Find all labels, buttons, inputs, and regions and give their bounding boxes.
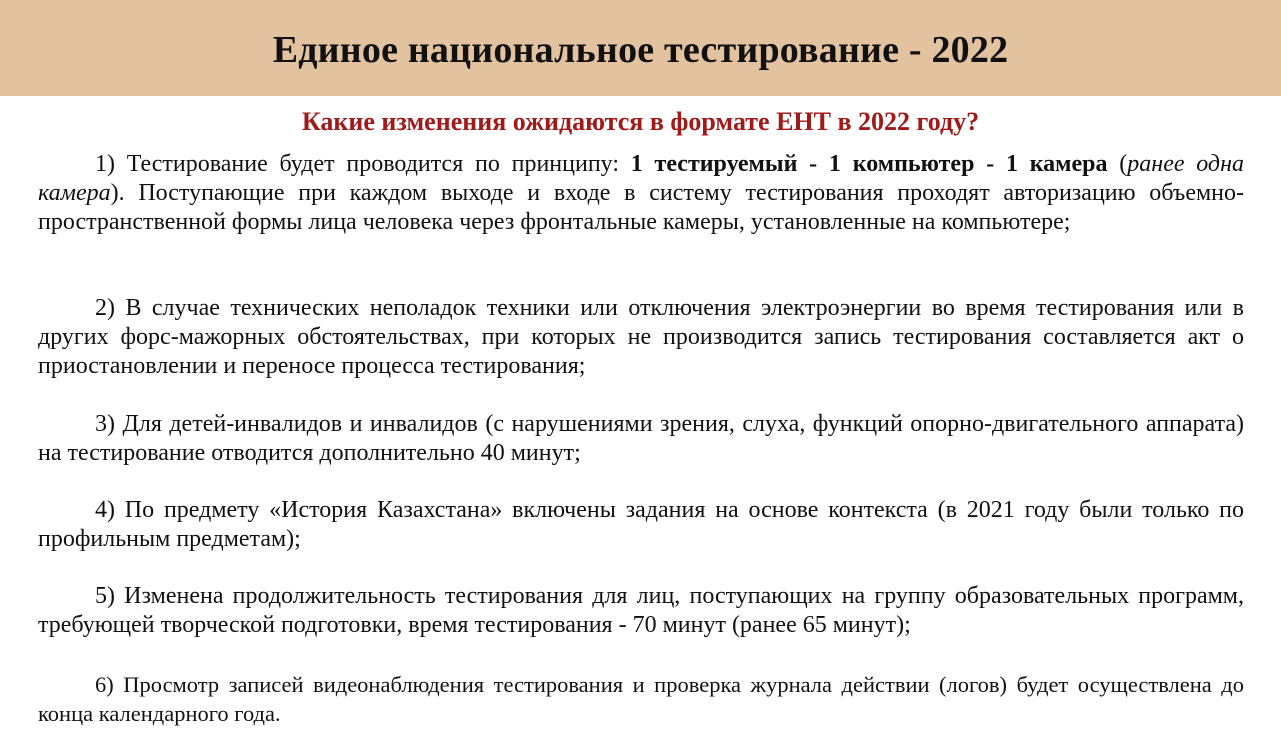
item-1-text-end: ). Поступающие при каждом выходе и входе в систему тестирования проходят авторизацию объемно-пространственной формы лица человека через фронтальные камеры, установленные на компьютере; [38,180,1244,235]
list-item-6: 6) Просмотр записей видеонаблюдения тестирования и проверка журнала действии (логов) будет осуществлена до конца календарного года. [38,672,1244,726]
list-item-1 [38,150,1244,237]
title-banner [0,0,1281,96]
section-subtitle: Какие изменения ожидаются в формате ЕНТ в 2022 году? [301,107,980,136]
list-item-4: 4) По предмету «История Казахстана» включены задания на основе контекста (в 2021 году были только по профильным предметам); [38,497,1244,552]
item-1-bold-principle: 1 тестируемый - 1 компьютер - 1 камера [630,151,1108,177]
page-title: Единое национальное тестирование - 2022 [272,29,1009,71]
list-item-2: 2) В случае технических неполадок техники или отключения электроэнергии во время тестирования или в других форс-мажорных обстоятельствах, при которых не производится запись тестирования составляется акт о приостановлении и переносе процесса тестирования; [38,295,1244,379]
item-1-italic-note: ранее одна камера [38,151,1244,206]
list-item-5: 5) Изменена продолжительность тестирования для лиц, поступающих на группу образовательных программ, требующей творческой подготовки, время тестирования - 70 минут (ранее 65 минут); [38,583,1244,638]
list-item-3: 3) Для детей-инвалидов и инвалидов (с нарушениями зрения, слуха, функций опорно-двигательного аппарата) на тестирование отводится дополнительно 40 минут; [38,411,1244,466]
item-1-paren-open: ( [1107,151,1128,177]
item-1-text-start: 1) Тестирование будет проводится по принципу: [95,151,631,177]
